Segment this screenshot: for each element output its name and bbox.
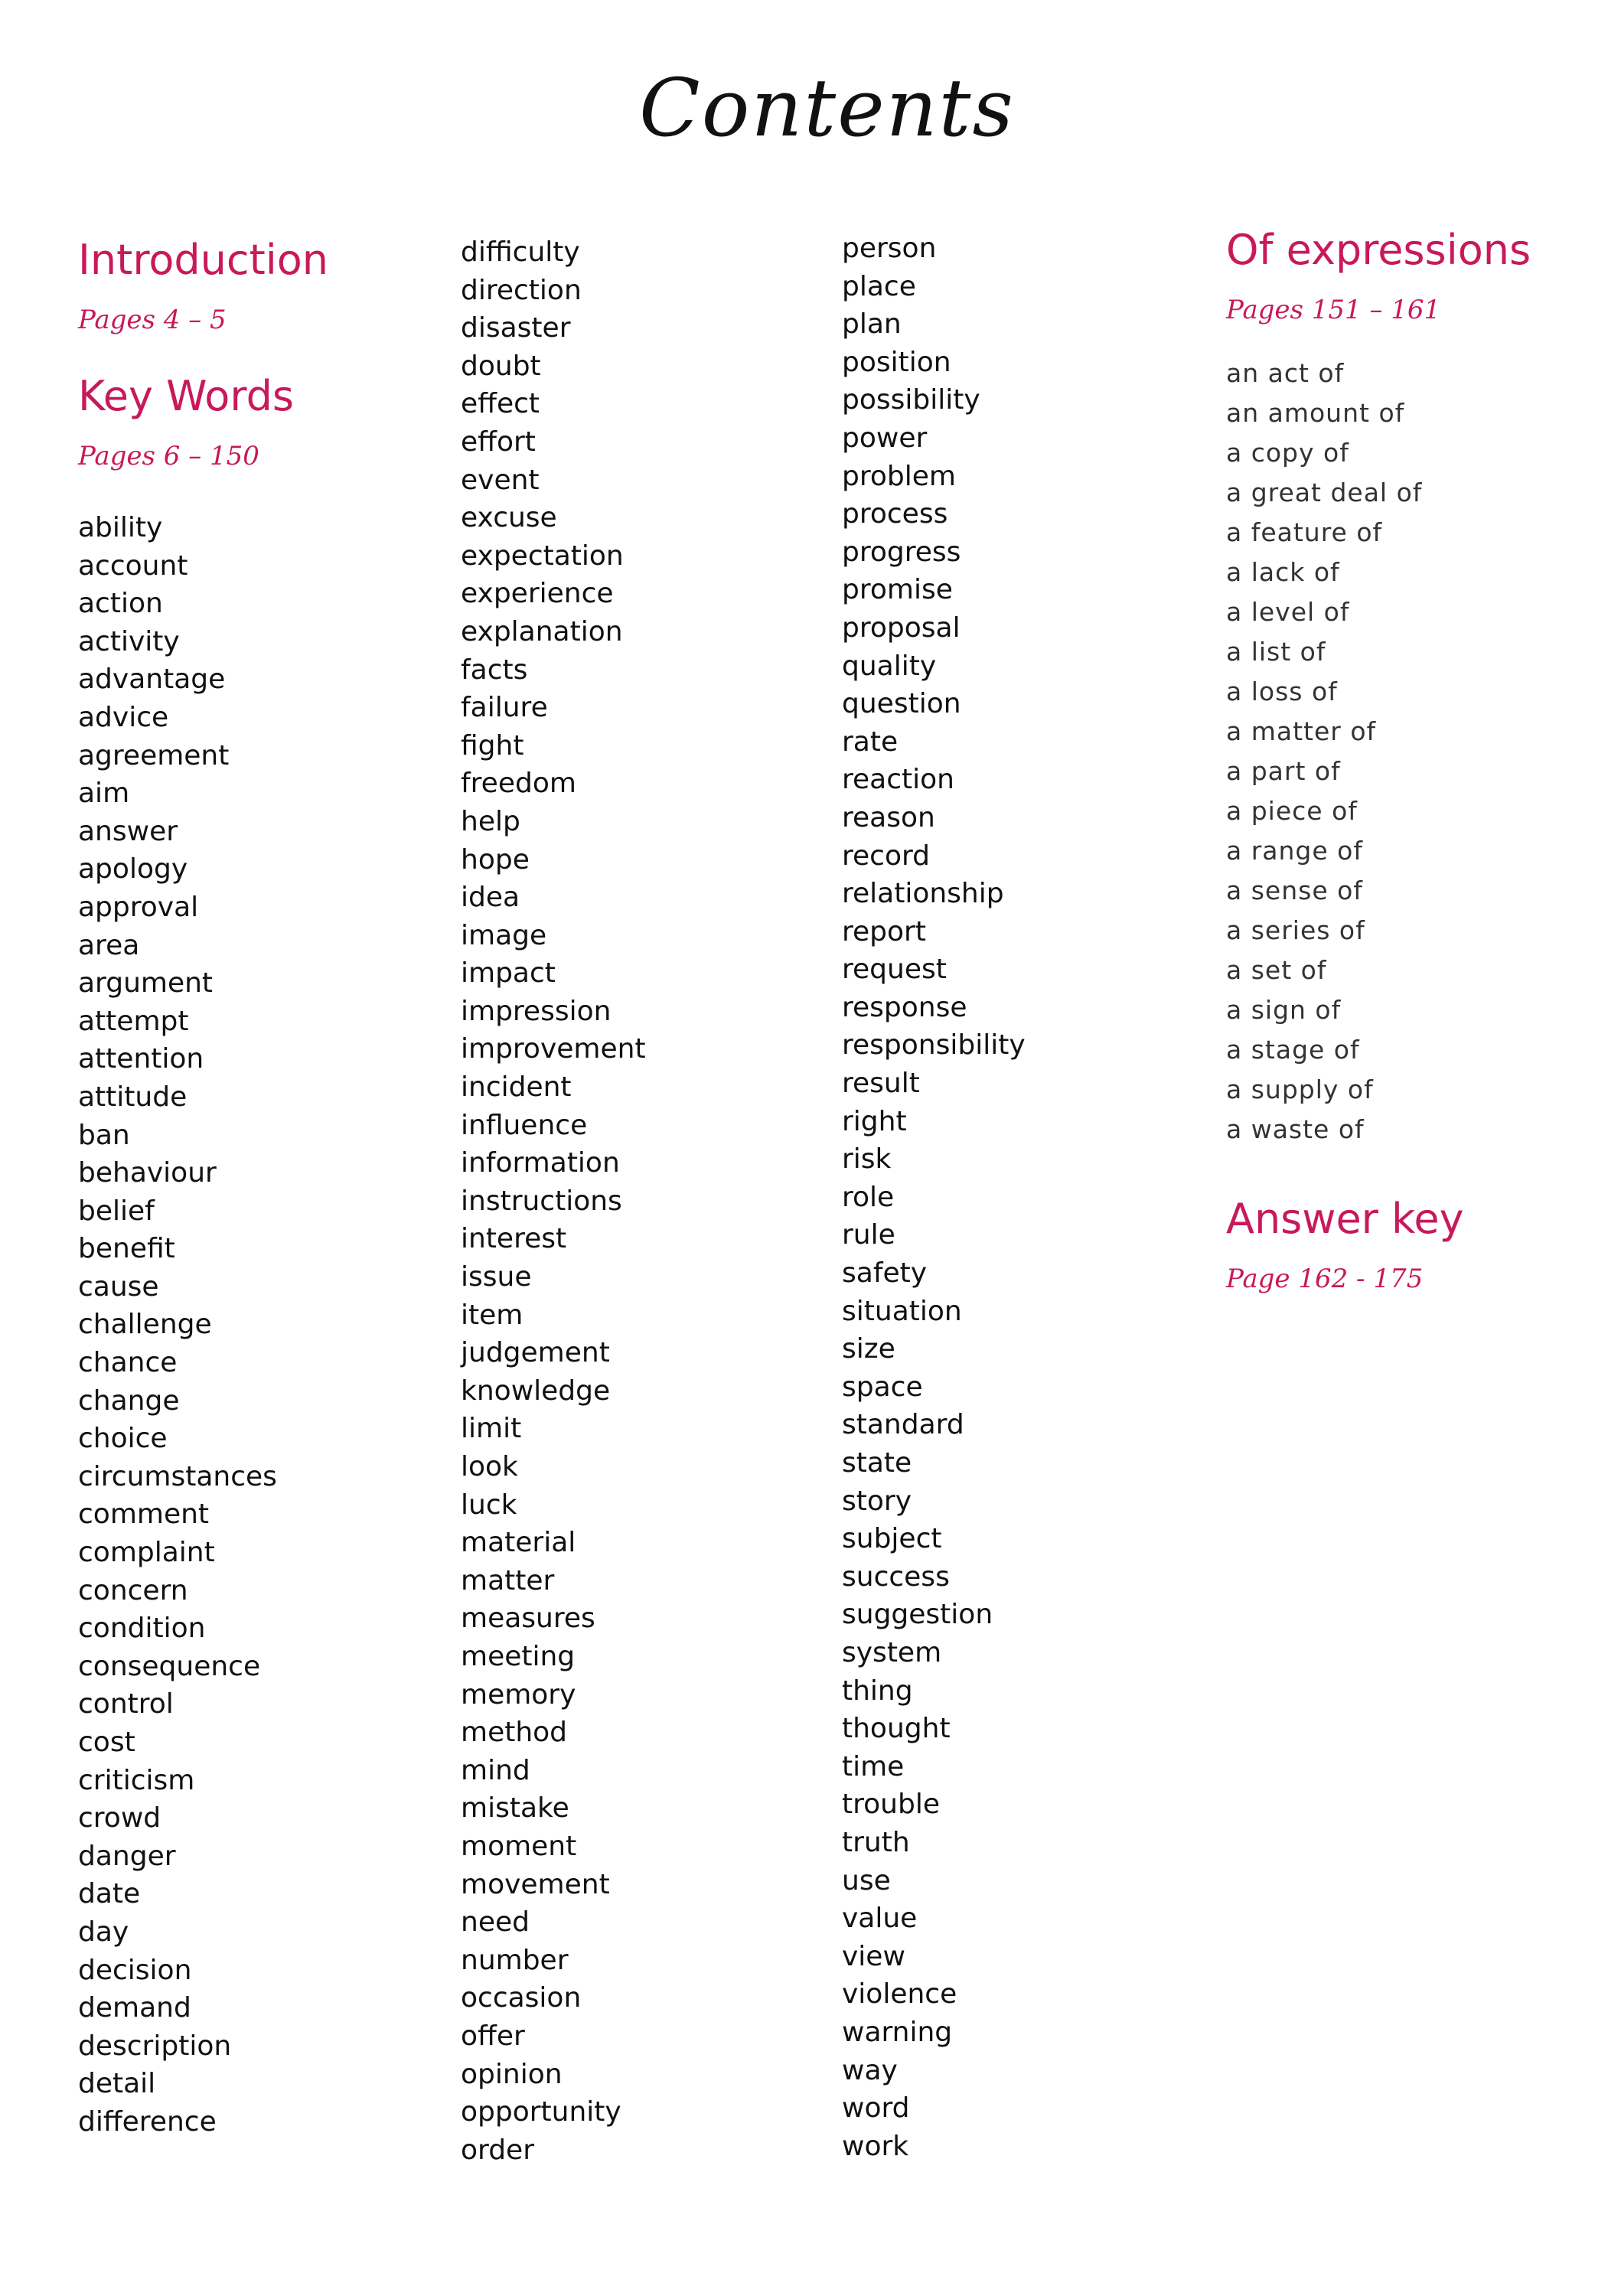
key-word-item[interactable]: concern [78,1574,188,1606]
key-word-item[interactable]: circumstances [78,1460,277,1492]
key-word-item[interactable]: movement [461,1868,610,1900]
of-expression-item[interactable]: a great deal of [1226,478,1423,507]
key-word-item[interactable]: experience [461,578,614,610]
key-word-item[interactable]: facts [461,654,528,686]
key-word-item[interactable]: possibility [842,384,980,416]
key-word-item[interactable]: role [842,1181,895,1213]
key-word-item[interactable]: look [461,1451,518,1482]
key-word-item[interactable]: belief [78,1195,155,1227]
key-word-item[interactable]: use [842,1864,891,1896]
answer-key-pages: Page 162 - 175 [1226,1264,1424,1294]
key-word-item[interactable]: standard [842,1409,964,1441]
key-word-item[interactable]: answer [78,815,178,847]
key-word-item[interactable]: state [842,1447,912,1479]
key-word-item[interactable]: approval [78,891,199,923]
key-word-item[interactable]: process [842,498,948,530]
key-word-item[interactable]: size [842,1333,895,1365]
key-word-item[interactable]: request [842,954,947,986]
key-word-item[interactable]: danger [78,1840,176,1872]
key-word-item[interactable]: space [842,1371,923,1403]
of-expression-item[interactable]: a piece of [1226,796,1358,826]
of-expression-item[interactable]: a set of [1226,955,1327,985]
key-word-item[interactable]: information [461,1147,620,1179]
key-word-item[interactable]: chance [78,1347,178,1379]
key-word-item[interactable]: responsibility [842,1029,1026,1062]
key-word-item[interactable]: failure [461,692,548,724]
column-keywords-2 [461,233,646,2169]
key-word-item[interactable]: hope [461,843,530,876]
column-of-expressions [1226,223,1531,1298]
key-word-item[interactable]: rule [842,1219,895,1251]
of-expression-item[interactable]: a lack of [1226,557,1340,587]
key-word-item[interactable]: subject [842,1523,942,1555]
introduction-heading[interactable]: Introduction [78,236,329,284]
key-word-item[interactable]: control [78,1688,174,1720]
key-word-item[interactable]: meeting [461,1640,576,1672]
key-word-item[interactable]: advantage [78,664,226,696]
key-word-item[interactable]: explanation [461,615,623,647]
of-expressions-pages: Pages 151 – 161 [1226,295,1441,325]
key-word-item[interactable]: result [842,1068,920,1100]
of-expression-item[interactable]: an amount of [1226,398,1405,428]
key-word-item[interactable]: quality [842,650,937,682]
key-word-item[interactable]: progress [842,536,961,568]
key-word-item[interactable]: direction [461,274,582,306]
key-word-item[interactable]: apology [78,853,188,885]
key-word-item[interactable]: ban [78,1119,130,1151]
key-word-item[interactable]: order [461,2134,534,2166]
key-word-item[interactable]: action [78,588,163,620]
key-word-item[interactable]: advice [78,701,169,733]
key-word-item[interactable]: memory [461,1678,576,1711]
key-word-item[interactable]: record [842,840,930,872]
key-word-item[interactable]: knowledge [461,1375,611,1407]
key-word-item[interactable]: judgement [461,1337,610,1369]
key-word-item[interactable]: question [842,688,961,720]
key-word-item[interactable]: criticism [78,1764,195,1796]
key-word-item[interactable]: date [78,1878,141,1910]
key-word-item[interactable]: response [842,991,967,1023]
key-word-item[interactable]: impact [461,957,556,990]
key-word-item[interactable]: opportunity [461,2096,621,2128]
key-word-item[interactable]: occasion [461,1982,582,2014]
key-word-item[interactable]: luck [461,1489,517,1521]
of-expression-item[interactable]: a list of [1226,637,1326,667]
key-word-item[interactable]: activity [78,625,180,657]
key-word-item[interactable]: attitude [78,1081,188,1113]
key-word-item[interactable]: place [842,270,916,302]
key-word-item[interactable]: event [461,464,540,496]
key-word-item[interactable]: demand [78,1992,191,2024]
key-word-item[interactable]: agreement [78,739,230,771]
key-word-item[interactable]: need [461,1906,530,1939]
key-word-item[interactable]: incident [461,1071,572,1104]
key-word-item[interactable]: help [461,805,520,837]
key-word-item[interactable]: way [842,2054,898,2086]
key-word-item[interactable]: situation [842,1295,962,1327]
key-word-item[interactable]: value [842,1903,918,1935]
key-word-item[interactable]: comment [78,1499,210,1531]
key-word-item[interactable]: report [842,915,926,947]
key-word-item[interactable]: thought [842,1713,951,1745]
key-word-item[interactable]: complaint [78,1537,215,1569]
key-word-item[interactable]: moment [461,1830,577,1862]
key-word-item[interactable]: word [842,2092,910,2125]
column-intro-keywords [78,233,328,2141]
key-word-item[interactable]: truth [842,1826,910,1858]
key-word-item[interactable]: choice [78,1423,168,1455]
of-expression-item[interactable]: a part of [1226,756,1341,786]
key-word-item[interactable]: person [842,233,937,264]
key-word-item[interactable]: reaction [842,764,954,796]
key-words-list-2 [461,233,646,2169]
key-word-item[interactable]: reason [842,801,935,833]
key-word-item[interactable]: mind [461,1754,530,1786]
of-expression-item[interactable]: a feature of [1226,517,1383,547]
key-word-item[interactable]: opinion [461,2058,563,2090]
of-expression-item[interactable]: a level of [1226,597,1350,627]
key-words-list-1 [78,509,328,2141]
key-word-item[interactable]: benefit [78,1233,175,1265]
of-expression-item[interactable]: a series of [1226,915,1365,945]
key-word-item[interactable]: violence [842,1978,957,2011]
key-word-item[interactable]: interest [461,1223,567,1255]
key-word-item[interactable]: fight [461,729,524,762]
key-word-item[interactable]: story [842,1485,912,1517]
column-keywords-3 [842,230,1026,2165]
of-expressions-list [1226,354,1531,1150]
of-expression-item[interactable]: a range of [1226,836,1363,866]
key-word-item[interactable]: cost [78,1727,135,1758]
key-word-item[interactable]: promise [842,574,953,606]
key-word-item[interactable]: expectation [461,540,624,572]
key-word-item[interactable]: number [461,1944,569,1976]
key-word-item[interactable]: view [842,1940,905,1972]
key-word-item[interactable]: power [842,422,928,454]
key-word-item[interactable]: offer [461,2020,525,2052]
of-expression-item[interactable]: a loss of [1226,677,1338,706]
key-word-item[interactable]: proposal [842,612,961,644]
key-word-item[interactable]: description [78,2030,232,2062]
key-words-pages: Pages 6 – 150 [78,441,259,471]
key-word-item[interactable]: impression [461,995,612,1027]
key-word-item[interactable]: method [461,1717,568,1749]
key-word-item[interactable]: ability [78,512,163,543]
key-word-item[interactable]: suggestion [842,1599,993,1631]
key-word-item[interactable]: item [461,1299,523,1331]
key-word-item[interactable]: limit [461,1413,522,1445]
of-expression-item[interactable]: a sense of [1226,876,1363,905]
key-word-item[interactable]: account [78,550,188,582]
key-word-item[interactable]: behaviour [78,1157,217,1189]
key-word-item[interactable]: material [461,1527,576,1559]
of-expression-item[interactable]: a sign of [1226,995,1342,1025]
of-expression-item[interactable]: an act of [1226,358,1345,388]
key-word-item[interactable]: trouble [842,1789,940,1821]
key-word-item[interactable]: excuse [461,502,557,534]
key-word-item[interactable]: issue [461,1261,532,1293]
page-title: Contents [639,61,1015,155]
key-word-item[interactable]: matter [461,1564,555,1596]
key-word-item[interactable]: influence [461,1109,588,1141]
key-word-item[interactable]: attention [78,1043,204,1075]
key-word-item[interactable]: mistake [461,1792,569,1825]
of-expression-item[interactable]: a supply of [1226,1075,1374,1104]
key-word-item[interactable]: risk [842,1143,892,1176]
of-expression-item[interactable]: a matter of [1226,716,1377,746]
key-word-item[interactable]: warning [842,2016,953,2048]
key-word-item[interactable]: relationship [842,878,1004,910]
key-word-item[interactable]: improvement [461,1033,646,1065]
key-word-item[interactable]: disaster [461,312,571,344]
key-word-item[interactable]: instructions [461,1185,622,1217]
key-word-item[interactable]: problem [842,460,956,492]
key-word-item[interactable]: position [842,346,951,378]
key-word-item[interactable]: aim [78,778,130,810]
key-word-item[interactable]: argument [78,967,214,1000]
of-expression-item[interactable]: a waste of [1226,1114,1365,1144]
key-word-item[interactable]: idea [461,882,520,914]
of-expression-item[interactable]: a copy of [1226,438,1349,468]
key-word-item[interactable]: difficulty [461,236,580,268]
key-word-item[interactable]: rate [842,726,899,758]
key-word-item[interactable]: crowd [78,1802,161,1835]
key-word-item[interactable]: difference [78,2105,217,2138]
key-word-item[interactable]: plan [842,308,902,341]
key-word-item[interactable]: condition [78,1613,206,1645]
key-words-list-3 [842,230,1026,2165]
key-word-item[interactable]: area [78,929,140,961]
introduction-pages: Pages 4 – 5 [78,305,227,335]
key-word-item[interactable]: consequence [78,1650,261,1682]
key-word-item[interactable]: cause [78,1270,159,1303]
key-word-item[interactable]: success [842,1561,950,1593]
key-words-heading[interactable]: Key Words [78,372,294,420]
key-word-item[interactable]: image [461,919,547,951]
key-word-item[interactable]: safety [842,1257,928,1290]
key-word-item[interactable]: thing [842,1675,913,1707]
key-word-item[interactable]: effect [461,388,540,420]
key-word-item[interactable]: measures [461,1603,595,1635]
of-expression-item[interactable]: a stage of [1226,1035,1360,1065]
key-word-item[interactable]: challenge [78,1309,212,1341]
key-word-item[interactable]: attempt [78,1005,189,1037]
key-word-item[interactable]: freedom [461,768,576,800]
key-word-item[interactable]: effort [461,426,536,458]
answer-key-heading[interactable]: Answer key [1226,1195,1464,1243]
key-word-item[interactable]: work [842,2130,909,2162]
key-word-item[interactable]: decision [78,1954,192,1986]
key-word-item[interactable]: doubt [461,350,541,382]
key-word-item[interactable]: time [842,1750,905,1782]
key-word-item[interactable]: right [842,1105,907,1137]
key-word-item[interactable]: day [78,1916,129,1948]
key-word-item[interactable]: detail [78,2068,156,2100]
key-word-item[interactable]: system [842,1636,942,1668]
key-word-item[interactable]: change [78,1384,180,1417]
of-expressions-heading[interactable]: Of expressions [1226,226,1531,274]
